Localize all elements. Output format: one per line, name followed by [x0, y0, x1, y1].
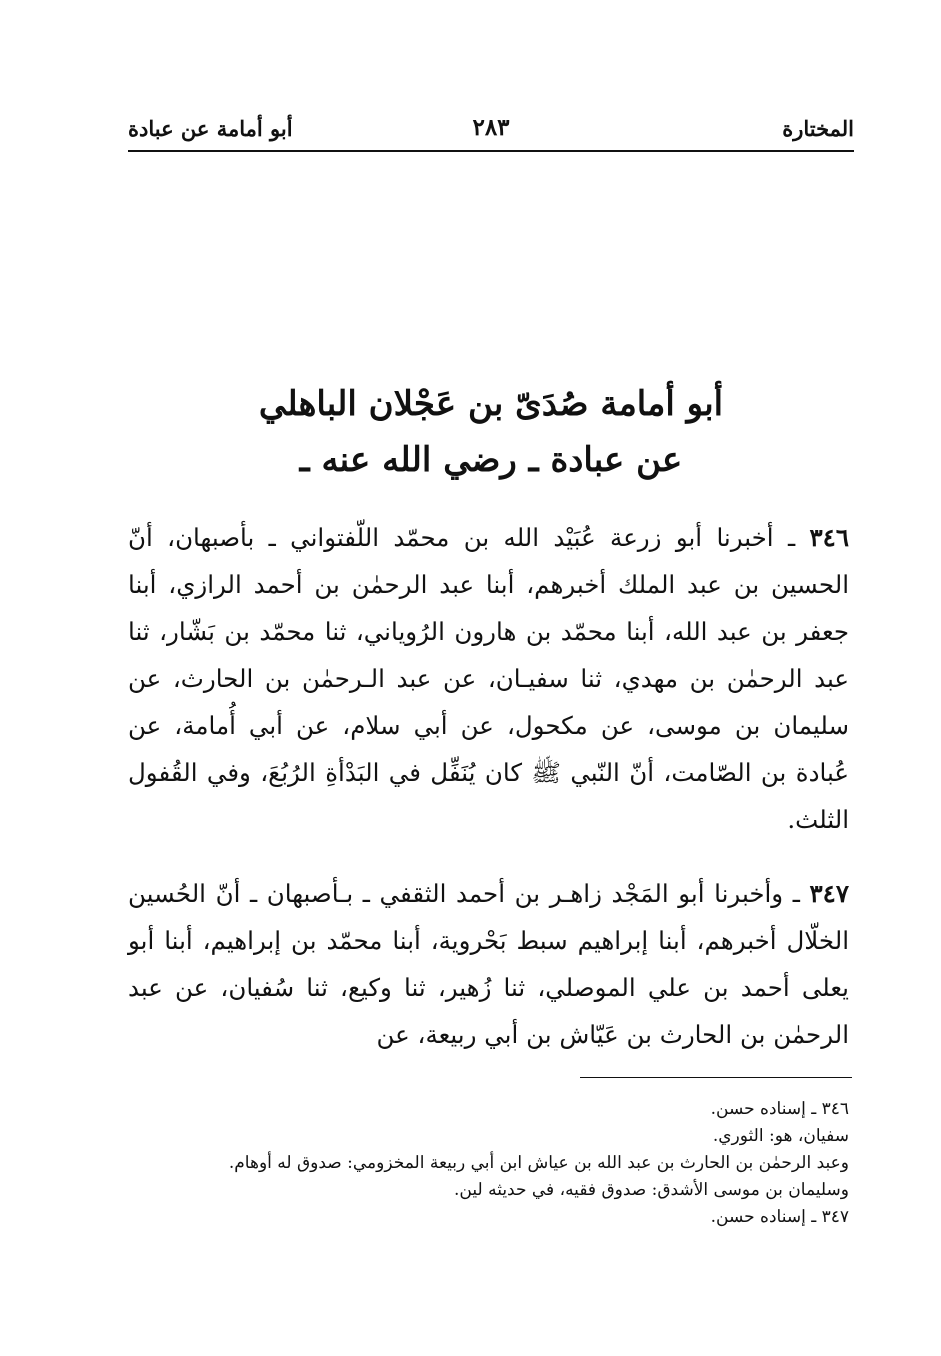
footnote: وسليمان بن موسى الأشدق: صدوق فقيه، في حديثه لين. — [454, 1180, 849, 1200]
footnote: وعبد الرحمٰن بن الحارث بن عبد الله بن عياش ابن أبي ربيعة المخزومي: صدوق له أوهام. — [228, 1153, 849, 1173]
footnote: ٣٤٦ ـ إسناده حسن. — [710, 1099, 849, 1119]
book-title: المختارة — [782, 116, 854, 141]
hadith-text: ـ أخبرنا أبو زرعة عُبَيْد الله بن محمّد اللّفتواني ـ بأصبهان، أنّ الحسين بن عبد الملك أخبرهم، أبنا عبد الرحمٰن بن أحمد الرازي، أبنا جعفر بن عبد الله، أبنا محمّد بن هارون الرُوياني، ثنا محمّد بن بَشّار، ثنا عبد الرحمٰن بن مهدي، ثنا سفيـان، عن عبد الـرحمٰن بن الحارث، عن سليمان بن موسى، عن مكحول، عن أبي سلام، عن أبي أُمامة، عن عُبادة بن الصّامت، أنّ النّبي ﷺ كان يُنَفِّل في البَدْأةِ الرُبُعَ، وفي القُفول الثلث. — [128, 523, 849, 834]
footnotes — [128, 1096, 849, 1231]
chapter-title: أبو أمامة عن عبادة — [128, 116, 293, 141]
header-rule — [128, 150, 854, 152]
footnote-rule — [580, 1077, 852, 1078]
footnote: سفيان، هو: الثوري. — [712, 1126, 849, 1146]
footnote: ٣٤٧ ـ إسناده حسن. — [710, 1207, 849, 1227]
section-title: أبو أمامة صُدَىّ بن عَجْلان الباهلي — [258, 384, 724, 424]
hadith-number: ٣٤٧ — [809, 879, 849, 908]
hadith-number: ٣٤٦ — [809, 523, 849, 552]
running-header — [128, 112, 854, 146]
section-subtitle: عن عبادة ـ رضي الله عنه ـ — [299, 440, 683, 480]
hadith-text: ـ وأخبرنا أبو المَجْد زاهـر بن أحمد الثقفي ـ بـأصبهان ـ أنّ الحُسين الخلّال أخبرهم، أبنا إبراهيم سبط بَحْروية، أبنا محمّد بن إبراهيم، أبنا أبو يعلى أحمد بن علي الموصلي، ثنا زُهير، ثنا وكيع، ثنا سُفيان، عن عبد الرحمٰن بن الحارث بن عَيّاش بن أبي ربيعة، عن — [128, 879, 849, 1049]
page-number: ٢٨٣ — [472, 114, 510, 141]
hadith-347 — [128, 870, 849, 1058]
hadith-346 — [128, 514, 849, 843]
